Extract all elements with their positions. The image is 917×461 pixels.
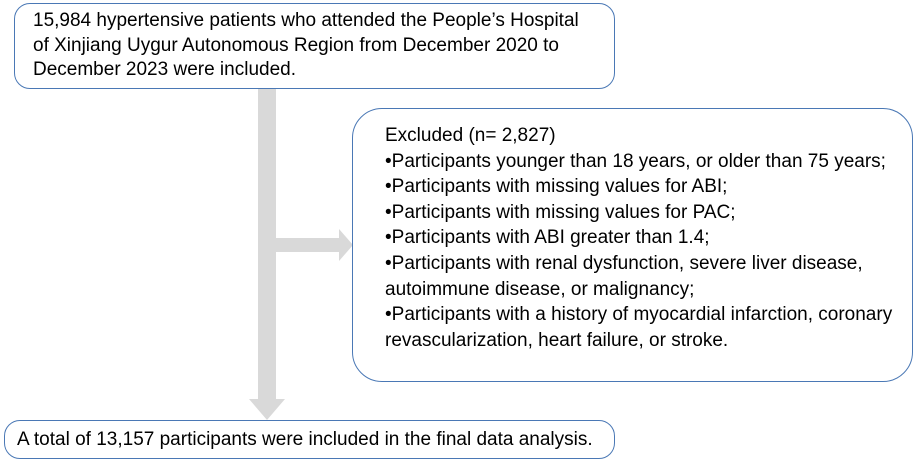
excluded-title: Excluded (n= 2,827)	[385, 125, 556, 146]
right-arrow	[276, 229, 353, 261]
exclusion-criterion-line: •Participants with missing values for PAC;	[385, 201, 736, 223]
enrolled-text-line: December 2023 were included.	[33, 59, 296, 80]
enrolled-text-line: of Xinjiang Uygur Autonomous Region from December 2020 to	[33, 34, 559, 56]
enrolled-text-line: 15,984 hypertensive patients who attended the People’s Hospital	[33, 10, 579, 31]
exclusion-criterion-line: •Participants with ABI greater than 1.4;	[385, 227, 710, 249]
excluded-box	[352, 108, 913, 382]
down-arrow	[249, 89, 285, 420]
final-analysis-box	[4, 420, 615, 459]
exclusion-criterion-line: •Participants with a history of myocardial infarction, coronary	[385, 304, 893, 326]
exclusion-criterion-line: •Participants younger than 18 years, or older than 75 years;	[385, 150, 886, 172]
exclusion-criterion-line: •Participants with missing values for ABI;	[385, 176, 728, 198]
final-analysis-text: A total of 13,157 participants were included in the final data analysis.	[17, 429, 593, 450]
exclusion-criterion-line: •Participants with renal dysfunction, severe liver disease,	[385, 252, 863, 274]
exclusion-criterion-line: autoimmune disease, or malignancy;	[385, 278, 695, 300]
enrolled-box	[14, 3, 615, 89]
exclusion-criterion-line: revascularization, heart failure, or stroke.	[385, 329, 729, 351]
